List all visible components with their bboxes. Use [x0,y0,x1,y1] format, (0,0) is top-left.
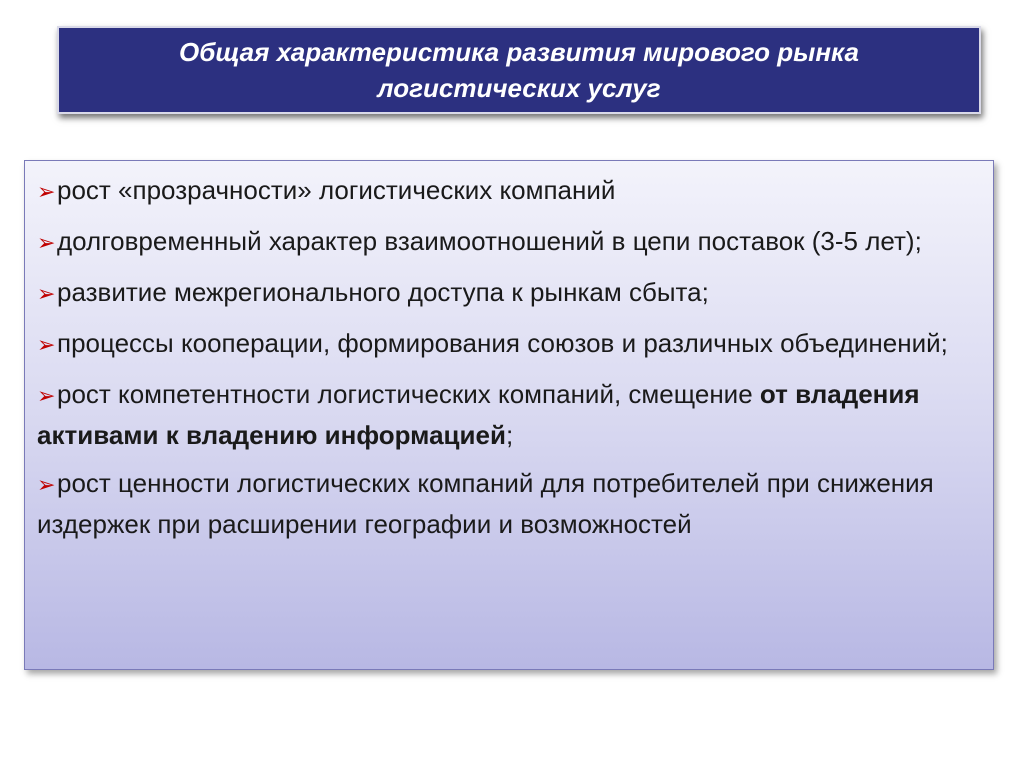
list-item [37,222,981,263]
list-item-text: рост ценности логистических компаний для потребителей при снижения издержек при расширении географии и возможностей [37,468,934,539]
list-item-text-end: ; [505,420,514,450]
arrow-bullet-icon: ➢ [37,282,56,307]
slide-title-box [57,26,981,114]
arrow-bullet-icon: ➢ [37,231,56,256]
arrow-bullet-icon: ➢ [37,473,56,498]
arrow-bullet-icon: ➢ [37,180,56,205]
list-item [37,324,981,365]
bullet-list-box [24,160,994,670]
list-item [37,464,981,543]
slide-title [59,34,979,106]
arrow-bullet-icon: ➢ [37,333,56,358]
list-item-text: рост «прозрачности» логистических компаний [57,175,616,205]
list-item [37,273,981,314]
list-item-text: процессы кооперации, формирования союзов и различных объединений; [57,328,948,358]
list-item-text: долговременный характер взаимоотношений в цепи поставок (3-5 лет); [57,226,922,256]
arrow-bullet-icon: ➢ [37,384,56,409]
slide-title-line1: Общая характеристика развития мирового рынка [179,37,859,67]
list-item [37,375,981,454]
list-item-bold-text: от владения активами к владению информацией [37,379,920,450]
list-item-text: развитие межрегионального доступа к рынкам сбыта; [57,277,709,307]
list-item-text: рост компетентности логистических компаний, смещение [57,379,753,409]
slide-title-line2: логистических услуг [377,73,661,103]
list-item [37,171,981,212]
